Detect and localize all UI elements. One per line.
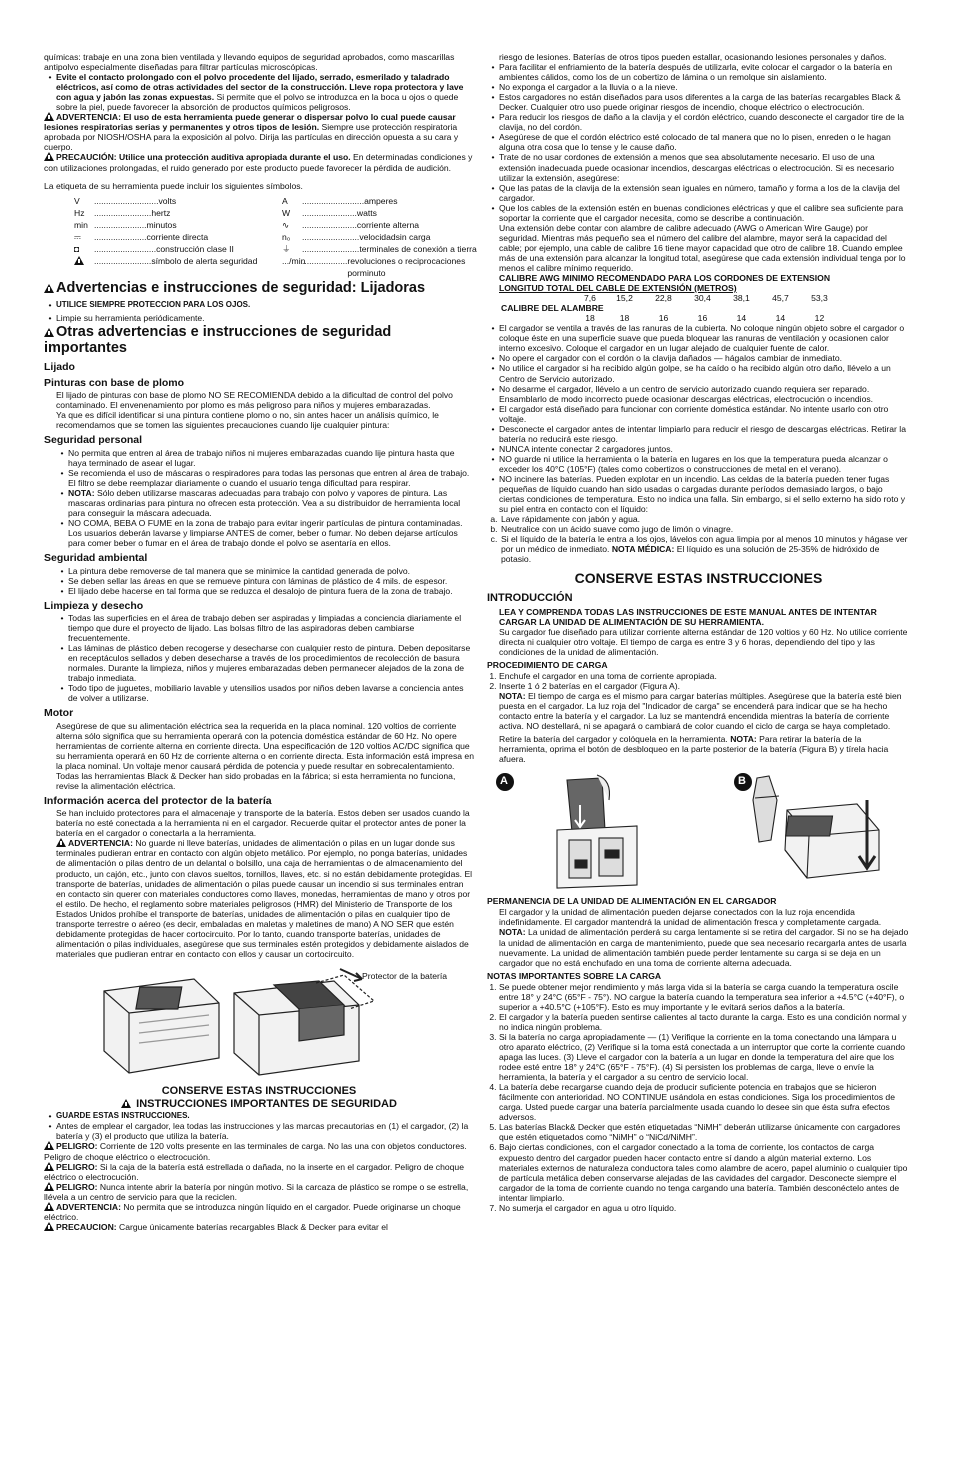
awg-length-cell: 30,4 — [694, 293, 711, 304]
symbol-row — [282, 255, 482, 279]
awg-length-cell: 22,8 — [655, 293, 672, 304]
personal-bullet: • NO COMA, BEBA O FUME en la zona de trabajo para evitar ingerir partículas de pintura contaminadas. Los usuarios deberán lavarse y limpiarse ANTES de comer, beber o fumar. No deben dejarse artículos para comer beber o fumar en el área de trabajo donde el polvo se asentaría en ellos. — [60, 518, 463, 549]
warning-icon — [44, 112, 54, 121]
cable-paragraph: Una extensión debe contar con alambre de calibre adecuado (AWG o American Wire Gauge) por seguridad. Mientras más pequeño sea el número del calibre del alambre, mayor será la capacidad del cable; por ejemplo, una cable de calibre 16 tiene mayor capacidad que otro de calibre 18. Cuando emplee más de una extensión para alcanzar la longitud total, asegúrese que cada extensión individual tenga por lo menos el calibre mínimo requerido. — [499, 222, 906, 273]
symbol-dots: ................... — [302, 255, 348, 266]
note-item: 4. La batería debe recargarse cuando deja de producir suficiente potencia en trabajos que se hicieron fácilmente con anterioridad. NO CONTINUE usándola en estas condiciones. Siga los procedimientos de carga. Usted puede cargar una batería parcialmente usada cuando lo desee sin que ésta sufra efectos adversos. — [489, 1082, 895, 1123]
warning-icon — [44, 152, 54, 161]
symbol-desc: construcción clase II — [156, 243, 234, 254]
environmental-bullet: • La pintura debe removerse de tal manera que se minimice la cantidad generada de polvo. — [60, 565, 411, 576]
symbol-desc: amperes — [364, 195, 398, 206]
charger-bullet: • Trate de no usar cordones de extensión a menos que sea absolutamente necesario. El uso de una extensión inadecuada puede ocasionar incendios, descargas eléctricas o electrocución. Si es necesario utilizar la extensión, asegúrese: — [491, 152, 895, 183]
warning-icon — [44, 1202, 54, 1211]
symbol-glyph: W — [282, 207, 291, 218]
intro-paragraph: Su cargador fue diseñado para utilizar corriente alterna estándar de 120 voltios y 60 Hz. No utilice corriente directa ni cualquier otro voltaje. El tiempo de carga es entre 3 y 6 horas, dependiendo del tipo y las condiciones de la unidad de alimentación. — [499, 626, 908, 657]
note-item: 6. Bajo ciertas condiciones, con el cargador conectado a la toma de corriente, los contactos de carga expuesto dentro del cargador pueden hacer contacto entre sí dando a algún material externo. Los materiales externos de naturaleza conductora tales como alambre de acero, papel aluminio o cualquier tipo de partícula metálica deben conservarse alejadas de las cavidades del cargador. Desconecte siempre el cargador de la toma de corriente cuando no tenga cargando una batería. También desconéctelo antes de intentar limpiarlo. — [489, 1142, 908, 1203]
warning-4: ADVERTENCIA: No permita que se introduzca ningún líquido en el cargador. Puede originarse un choque eléctrico. — [44, 1201, 461, 1222]
awg-gauge-cell: 16 — [658, 313, 669, 324]
environmental-heading: Seguridad ambiental — [44, 552, 148, 565]
awg-length-cell: 38,1 — [733, 293, 750, 304]
symbol-row — [74, 255, 282, 279]
symbol-row — [282, 195, 482, 207]
protector-figure-label: Protector de la batería — [362, 970, 448, 981]
symbol-dots: .......................... — [302, 195, 365, 206]
charger-illustration — [487, 770, 910, 892]
charger-bullet: • No opere el cargador con el cordón o la clavija dañados — hágalos cambiar de inmediato. — [491, 353, 842, 364]
figure-a-label: A — [500, 775, 508, 788]
conserve-heading-right: CONSERVE ESTAS INSTRUCCIONES — [574, 570, 823, 587]
note-item: 5. Las baterías Black& Decker que estén etiquetadas “NiMH” deberán utilizarse únicamente con cargadores que estén etiquetados como “NiMH” o “NiCd/NiMH”. — [489, 1122, 901, 1143]
sanders-bullet-1: • UTILICE SIEMPRE PROTECCION PARA LOS OJOS. — [48, 299, 251, 310]
symbol-row — [282, 243, 482, 255]
lead-paint-heading: Pinturas con base de plomo — [44, 377, 185, 390]
charger-bullet: • Para reducir los riesgos de daño a la clavija y el cordón eléctrico, cuando desconecte el cargador tire de la clavija, no del cordón. — [491, 112, 905, 133]
symbol-row — [74, 219, 282, 231]
charger-bullet: • NUNCA intente conectar 2 cargadores juntos. — [491, 443, 673, 454]
protector-paragraph: Se han incluido protectores para el almacenaje y transporte de la batería. Estos deben ser usados cuando la batería no esté conectada a la herramienta ni en el cargador. Recuerde quitar el protector antes de poner la batería en el cargador o conectarla a la herramienta. — [56, 808, 470, 839]
environmental-bullet: • Se deben sellar las áreas en que se remueve pintura con láminas de plástico de 4 mils. de espesor. — [60, 575, 448, 586]
symbol-desc: terminales de conexión a tierra — [359, 243, 477, 254]
dust-bullet-bold: Evite el contacto prolongado con el polvo procedente del lijado, serrado, esmerilado y taladrado eléctricos, así como de otras actividades del sector de la construcción. Lleve ropa protectora y lave con agua y jabón las zonas expuestas. — [56, 72, 464, 103]
awg-gauge-cell: 18 — [619, 313, 630, 324]
symbol-desc: revoluciones o reciprocaciones porminuto — [347, 255, 466, 278]
figure-b-label: B — [738, 775, 746, 788]
symbol-glyph: n₀ — [282, 231, 291, 242]
cleanup-bullet: • Todas las superficies en el área de trabajo deben ser aspiradas y limpiadas a conciencia diariamente el tiempo que dure el proyecto de lijado. Las bolsas filtro de las aspiradoras deben cambiarse frecuentemente. — [60, 612, 462, 644]
awg-gauge-label-row — [499, 303, 839, 313]
symbol-desc: volts — [158, 195, 177, 206]
procedure-note: NOTA: El tiempo de carga es el mismo para cargar baterías múltiples. Asegúrese que la batería esté bien puesta en el cargador. La luz roja del "Indicador de carga" se encenderá para indicar que se ha hecho contacto entre la batería y el cargador. La luz se mantendrá encendida mientras la batería de corriente activa. NO destellará, ni se apagará o cambiará de color cuando el ciclo de carga se haya completado. — [499, 691, 902, 732]
important-heading: INSTRUCCIONES IMPORTANTES DE SEGURIDAD — [44, 1098, 474, 1111]
hearing-caution — [44, 152, 474, 172]
symbol-dots: .......................... — [94, 243, 157, 254]
awg-table — [499, 293, 839, 323]
sanders-heading: Advertencias e instrucciones de seguridad: Lijadoras — [44, 281, 474, 297]
charger-bullet: • El cargador se ventila a través de las ranuras de la cubierta. No coloque ningún objeto sobre el cargador o coloque éste en una superficie suave que pueda bloquear las ranuras de ventilación y ocasionen calor interno excesivo. Coloque el cargador en un lugar alejado de cualquier fuente de calor. — [491, 323, 905, 354]
symbol-desc: minutos — [146, 219, 177, 230]
lettered-item: b. Neutralice con un ácido suave como jugo de limón o vinagre. — [490, 524, 734, 535]
lead-paragraph-2: Ya que es difícil identificar si una pintura contiene plomo o no, sin antes hacer un análisis químico, le recomendamos que se tomen las siguientes precauciones cuando lije cualquier pintura: — [56, 410, 439, 431]
dust-warning — [44, 112, 474, 152]
cleanup-bullet: • Todo tipo de juguetes, mobiliario lavable y utensilios usados por niños deben lavarse a conciencia antes de volver a utilizarse. — [60, 683, 464, 704]
warning-icon — [44, 1162, 54, 1171]
symbol-row — [282, 231, 482, 243]
charger-bullet: • No exponga el cargador a la lluvia o a la nieve. — [491, 82, 678, 93]
charger-bullet: • No utilice el cargador si ha recibido algún golpe, se ha caído o ha recibido algún otro daño, llévelo a un Centro de Servicio autorizado. — [491, 363, 891, 384]
charger-bullet: • NO guarde ni utilice la herramienta o la batería en lugares en los que la temperatura pueda alcanzar o exceder los 40°C (105°F) (tales como cobertizos o construcciones de metal en el verano). — [491, 453, 888, 474]
motor-paragraph: Asegúrese de que su alimentación eléctrica sea la requerida en la placa nominal. 120 voltios de corriente alterna sólo significa que su herramienta operará con la potencia doméstica estándar de 60 Hz. No opere herramientas de corriente alterna en corriente directa. Una especificación de 120 voltios AC/DC significa que su herramienta operará en 60 Hz de corriente alterna o en corriente directa. Esta información está impresa en la placa nominal. Un voltaje menor causará pérdida de potencia y puede resultar en sobrecalentamiento. Todas las herramientas Black & Decker han sido probadas en la fábrica; si esta herramienta no funciona, revise la alimentación eléctrica. — [56, 720, 474, 791]
battery-protector-figure — [44, 963, 474, 1085]
procedure-step-2: 2. Inserte 1 ó 2 baterías en el cargador (Figura A). — [489, 680, 681, 691]
symbol-row — [74, 207, 282, 219]
intro-bold: LEA Y COMPRENDA TODAS LAS INSTRUCCIONES DE ESTE MANUAL ANTES DE INTENTAR CARGAR LA UNIDAD DE ALIMENTACIÓN DE SU HERRAMIENTA. — [499, 606, 877, 627]
symbol-dots: ........................ — [302, 243, 360, 254]
note-item: 2. El cargador y la batería pueden sentirse calientes al tacto durante la carga. Esto es una condición normal y no indica ningún problema. — [489, 1011, 907, 1032]
charger-bullets-a — [487, 62, 910, 203]
symbol-row — [74, 231, 282, 243]
awg-gauge-cell: 16 — [697, 313, 708, 324]
warning-icon — [44, 328, 54, 337]
charger-bullet: • Para facilitar el enfriamiento de la batería después de utilizarla, evite colocar el cargador o la batería en ambientes cálidos, como los de un cobertizo de lámina o un remolque sin aislamiento. — [491, 62, 893, 83]
warning-icon — [121, 1099, 131, 1108]
warning-icon — [44, 284, 54, 293]
charger-bullets-b — [487, 323, 910, 514]
awg-gauge-cell: 18 — [585, 313, 595, 324]
warning-icon — [44, 1141, 54, 1150]
awg-title: CALIBRE AWG MINIMO RECOMENDADO PARA LOS CORDONES DE EXTENSION — [499, 273, 831, 284]
danger-2: PELIGRO: Si la caja de la batería está estrellada o dañada, no la inserte en el cargador. Peligro de choque eléctrico o electrocución. — [44, 1161, 464, 1182]
protector-heading: Información acerca del protector de la batería — [44, 794, 272, 807]
note-item: 3. Si la batería no carga apropiadamente — (1) Verifique la corriente en la toma conectando una lámpara u otro aparato eléctrico, (2) Verifique si la toma está conectada a un interruptor que corte la corriente cuando apaga las luces. (3) Lleve el cargador con la batería a un lugar en donde la temperatura del aire que los rodee esté entre 18° y 24°C (65°F - 75°F). (4) Si persisten los problemas de carga, lleve o envíe la herramienta, la batería y el cargador a su centro de servicio local. — [489, 1031, 906, 1083]
lettered-item: a. Lave rápidamente con jabón y agua. — [490, 514, 641, 525]
danger-3: PELIGRO: Nunca intente abrir la batería por ningún motivo. Si la carcaza de plástico se rompe o se estrella, llévela a un centro de servicio para que la reciclen. — [44, 1181, 469, 1202]
awg-gauge-cell: 14 — [736, 313, 747, 324]
other-warnings-heading: Otras advertencias e instrucciones de seguridad importantes — [44, 323, 392, 356]
danger-1: PELIGRO: Corriente de 120 volts presente en las terminales de carga. No las una con objetos conductores. Peligro de choque eléctrico o electrocución. — [44, 1141, 467, 1162]
personal-bullet: • NOTA: Sólo deben utilizarse mascaras adecuadas para trabajo con polvo y vapores de pintura. Las mascaras ordinarias para pintura no ofrecen esta protección. Vea a su distribuidor de herramienta local para conseguir la máscara adecuada. — [60, 487, 461, 519]
charger-bullet: • Asegúrese de que el cordón eléctrico esté colocado de tal manera que no lo pisen, enreden o le hagan alguna otra cosa que lo tense y le cause daño. — [491, 132, 891, 153]
awg-length-label: LONGITUD TOTAL DEL CABLE DE EXTENSIÓN (METROS) — [499, 283, 737, 294]
protector-warning: ADVERTENCIA: No guarde ni lleve baterías, unidades de alimentación o pilas en un lugar donde sus terminales pudieran entrar en contacto con algún objeto metálico. Por ejemplo, no ponga baterías, unidades de alimentación o pilas dentro de un delantal o bolsillo, una caja de herramientas o de almacenamiento del producto, un cajón, etc., junto con clavos sueltos, tornillos, llaves, etc. si no están debidamente protegidas. El transporte de baterías, unidades de alimentación o pilas puede causar un incendio si sus terminales entran en contacto sin querer con materiales conductores como llaves, monedas, herramientas de mano y otros por el estilo. De hecho, el reglamento sobre materiales peligrosos (HMR) del Ministerio de Transporte de los Estados Unidos prohíbe el transporte de baterías, unidades de alimentación o pilas en cualquier tipo de transporte terrestre o aéreo (es decir, embaladas en maletas y maletines de mano) A NO SER que estén debidamente protegidas de hacer cortocircuito. Por lo tanto, cuando transporte baterías, unidades de alimentación o pilas individuales, asegúrese que sus terminales estén protegidos y debidamente aislados de materiales que pudieran entrar en contacto con ellos y causar un cortocircuito. — [56, 838, 473, 959]
symbol-row — [74, 243, 282, 255]
symbol-desc: símbolo de alerta seguridad — [151, 255, 258, 266]
symbol-dots: ...................... — [94, 219, 147, 230]
procedure-step-1: 1. Enchufe el cargador en una toma de corriente apropiada. — [489, 670, 717, 681]
lijado-heading: Lijado — [44, 360, 75, 373]
personal-safety-heading: Seguridad personal — [44, 434, 143, 447]
environmental-bullet: • El lijado debe hacerse en tal forma que se reduzca el desalojo de pintura fuera de la zona de trabajo. — [60, 585, 453, 596]
charger-bullet: • Que las patas de la clavija de la extensión sean iguales en número, tamaño y forma a los de la clavija del cargador. — [491, 182, 900, 203]
warning-icon — [44, 1222, 54, 1231]
charger-bullet: • NO incinere las baterías. Pueden explotar en un incendio. Las celdas de la batería pueden tener fugas pequeñas de líquido cuando han sido usadas o cargadas durante períodos demasiado largos, o bajo ciertas condiciones de temperatura. Esto no indica una falla. Sin embargo, si el sello externo ha sido roto y su piel entra en contacto con el líquido: — [491, 473, 906, 515]
awg-length-cell: 53,3 — [811, 293, 828, 304]
symbol-dots: ...................... — [94, 231, 147, 242]
awg-length-cell: 15,2 — [616, 293, 633, 304]
charging-figures — [487, 770, 910, 892]
awg-gauges-row — [499, 313, 839, 323]
lead-paragraph-1: El lijado de pinturas con base de plomo NO SE RECOMIENDA debido a la dificultad de control del polvo contaminado. El envenenamiento por plomo es más peligroso para niños y mujeres embarazadas. — [56, 390, 453, 411]
personal-bullet: • Se recomienda el uso de máscaras o respiradores para todas las personas que entren al área de trabajo. El filtro se debe reemplazar diariamente o cuando el usuario tenga dificultad para respirar. — [60, 467, 470, 488]
symbol-glyph: ◘ — [74, 243, 80, 254]
charger-bullet: • El cargador está diseñado para funcionar con corriente doméstica estándar. No intente usarlo con otro voltaje. — [491, 403, 889, 424]
awg-gauge-cell: 12 — [814, 313, 825, 324]
personal-bullet: • No permita que entren al área de trabajo niños ni mujeres embarazadas cuando lije pintura hasta que haya terminado de asear el lugar. — [60, 447, 455, 468]
warning-icon — [56, 838, 66, 847]
symbol-glyph: .../min — [282, 255, 306, 266]
keep-bullet-2: • Antes de emplear el cargador, lea todas las instrucciones y las marcas precautorias en (1) el cargador, (2) la batería y (3) el producto que utiliza la batería. — [48, 1121, 469, 1142]
battery-illustration — [44, 963, 474, 1085]
symbol-glyph — [74, 255, 94, 279]
awg-length-cell: 45,7 — [772, 293, 789, 304]
symbols-intro: La etiqueta de su herramienta puede incluir los siguientes símbolos. — [44, 180, 303, 191]
intro-heading: INTRODUCCIÓN — [487, 591, 573, 604]
motor-heading: Motor — [44, 707, 74, 720]
symbol-dots: ........................ — [94, 255, 152, 266]
symbol-desc: corriente directa — [146, 231, 209, 242]
right-column — [487, 52, 910, 1213]
symbol-dots: ....................... — [302, 219, 357, 230]
sanders-bullet-2: • Limpie su herramienta periódicamente. — [48, 312, 205, 323]
permanence-note: NOTA: La unidad de alimentación perderá su carga lentamente si se retira del cargador. Si no se ha dejado la unidad de alimentación en carga de mantenimiento, puede que sea necesario recargarla antes de usarla nuevamente. La unidad de alimentación también puede perder lentamente su carga si se deja en un cargador que no está enchufado en una toma de corriente alterna adecuada. — [499, 927, 909, 968]
symbol-glyph: ⏚ — [282, 243, 291, 254]
cleanup-bullet: • Las láminas de plástico deben recogerse y desecharse con cualquier resto de pintura. Deben depositarse en receptáculos sellados y deben desecharse a través de los procedimientos de recolección de basura normales. Durante la limpieza, niños y mujeres embarazadas deben permanecer alejados de la zona de trabajo inmediata. — [60, 643, 471, 684]
note-item: 7. No sumerja el cargador en agua u otro líquido. — [489, 1202, 677, 1213]
dust-bullet-rest: Si permite que el polvo se introduzca en la boca u ojos o quede sobre la piel, puede favorecer la absorción de productos químicos peligrosos. — [56, 92, 459, 113]
symbol-desc: watts — [356, 207, 377, 218]
warning-icon — [44, 1182, 54, 1191]
warning-icon — [74, 256, 84, 265]
symbol-dots: ....................... — [302, 207, 357, 218]
symbol-row — [282, 219, 482, 231]
charger-bullet: • Desconecte el cargador antes de intentar limpiarlo para reducir el riesgo de descargas eléctricas. Retirar la batería no reducirá este riesgo. — [491, 423, 906, 444]
keep-bullet: • GUARDE ESTAS INSTRUCCIONES. — [48, 1111, 190, 1122]
symbol-glyph: ∿ — [282, 219, 290, 230]
dust-warning-bold: ADVERTENCIA: El uso de esta herramienta puede generar o dispersar polvo lo cual puede causar lesiones respiratorias serias y permanentes y otros tipos de lesión. — [44, 112, 456, 133]
symbol-desc: corriente alterna — [356, 219, 420, 230]
charger-bullet: • No desarme el cargador, llévelo a un centro de servicio autorizado cuando requiera ser reparado. Ensamblarlo de modo incorrecto puede ocasionar descargas eléctricas, electrocución o incendios. — [491, 383, 874, 404]
awg-gauge-label: CALIBRE DEL ALAMBRE — [501, 303, 604, 314]
lettered-item-c: c. Si el líquido de la batería le entra a los ojos, lávelos con agua limpia por al menos 10 minutos y hágase ver por un médico de inmediato. NOTA MÉDICA: El líquido es una solución de 25-35% de hidróxido de potasio. — [490, 534, 908, 565]
procedure-heading: PROCEDIMIENTO DE CARGA — [487, 659, 608, 670]
cleanup-heading: Limpieza y desecho — [44, 599, 144, 612]
permanence-paragraph: El cargador y la unidad de alimentación pueden dejarse conectados con la luz roja encendida indefinidamente. El cargador mantendrá la unidad de alimentación fresca y completamente cargada. — [499, 907, 882, 928]
notes-list — [487, 982, 910, 1213]
symbol-row — [74, 195, 282, 207]
symbol-dots: ........................... — [94, 195, 159, 206]
dust-warning-rest: Siempre use protección respiratoria aprobada por NIOSH/OSHA para la exposición al polvo. Dirija las partículas en dirección opuesta a su cara y cuerpo. — [44, 122, 459, 153]
note-item: 1. Se puede obtener mejor rendimiento y más larga vida si la batería se carga cuando la temperatura oscile entre 18° y 24°C (65°F - 75°). NO cargue la batería cuando la temperatura sea inferior a +4.5°C (+40°F), o superior a +40.5°C (+105°F). Esto es muy importante y le evitará serios daños a la batería. — [489, 981, 905, 1012]
symbols-table — [74, 195, 477, 279]
symbol-glyph: ⎓ — [74, 231, 81, 242]
symbol-desc: velocidadsin carga — [359, 231, 431, 242]
continued-text: riesgo de lesiones. Baterías de otros tipos pueden estallar, ocasionando lesiones personales y daños. — [499, 52, 887, 62]
hearing-caution-bold: PRECAUCIÓN: Utilice una protección auditiva apropiada durante el uso. — [56, 152, 351, 163]
hearing-caution-rest: En determinadas condiciones y con utilizaciones prolongadas, el ruido generado por este producto puede favorecer la pérdida de audición. — [44, 152, 473, 173]
awg-length-cell: 7,6 — [584, 293, 596, 304]
caution-5: PRECAUCION: Cargue únicamente baterías recargables Black & Decker para evitar el — [44, 1222, 474, 1232]
symbol-dots: ........................ — [94, 207, 152, 218]
conserve-heading: CONSERVE ESTAS INSTRUCCIONES — [161, 1084, 357, 1097]
awg-lengths-row — [499, 293, 839, 303]
left-column — [44, 52, 477, 1232]
symbol-dots: ........................ — [302, 231, 360, 242]
symbol-glyph: min — [74, 219, 88, 230]
symbol-glyph: Hz — [74, 207, 85, 218]
awg-gauge-cell: 14 — [775, 313, 786, 324]
permanence-heading: PERMANENCIA DE LA UNIDAD DE ALIMENTACIÓN EN EL CARGADOR — [487, 896, 777, 907]
charger-bullet: • Estos cargadores no están diseñados para usos diferentes a la carga de las baterías recargables Black & Decker. Cualquier otro uso puede originar riesgos de incendio, choque eléctrico o electrocución. — [491, 92, 901, 113]
cable-bullet: • Que los cables de la extensión estén en buenas condiciones eléctricas y que el calibre sea suficiente para soportar la corriente que el cargador necesita, como se describe a continuación. — [491, 202, 904, 223]
symbol-desc: hertz — [151, 207, 171, 218]
symbol-glyph: V — [74, 195, 80, 206]
notes-heading: NOTAS IMPORTANTES SOBRE LA CARGA — [487, 970, 662, 981]
symbol-glyph: A — [282, 195, 288, 206]
symbol-row — [282, 207, 482, 219]
lettered-list — [487, 514, 910, 534]
dust-bullet: • Evite el contacto prolongado con el polvo procedente del lijado, serrado, esmerilado y taladrado eléctricos, así como de otras actividades del sector de la construcción. Lleve ropa protectora y lave con agua y jabón las zonas expuestas. Si permite que el polvo se introduzca en la boca u ojos o quede sobre la piel, puede favorecer la absorción de productos químicos peligrosos. — [48, 72, 464, 113]
procedure-retire: Retire la batería del cargador y colóquela en la herramienta. NOTA: Para retirar la batería de la herramienta, oprima el botón de desbloqueo en la parte posterior de la batería (Figura B) y tírela hacia afuera. — [499, 734, 889, 765]
intro-text: químicas: trabaje en una zona bien ventilada y llevando equipos de seguridad aprobados, como mascarillas antipolvo especialmente diseñadas para filtrar partículas microscópicas. — [44, 52, 455, 73]
